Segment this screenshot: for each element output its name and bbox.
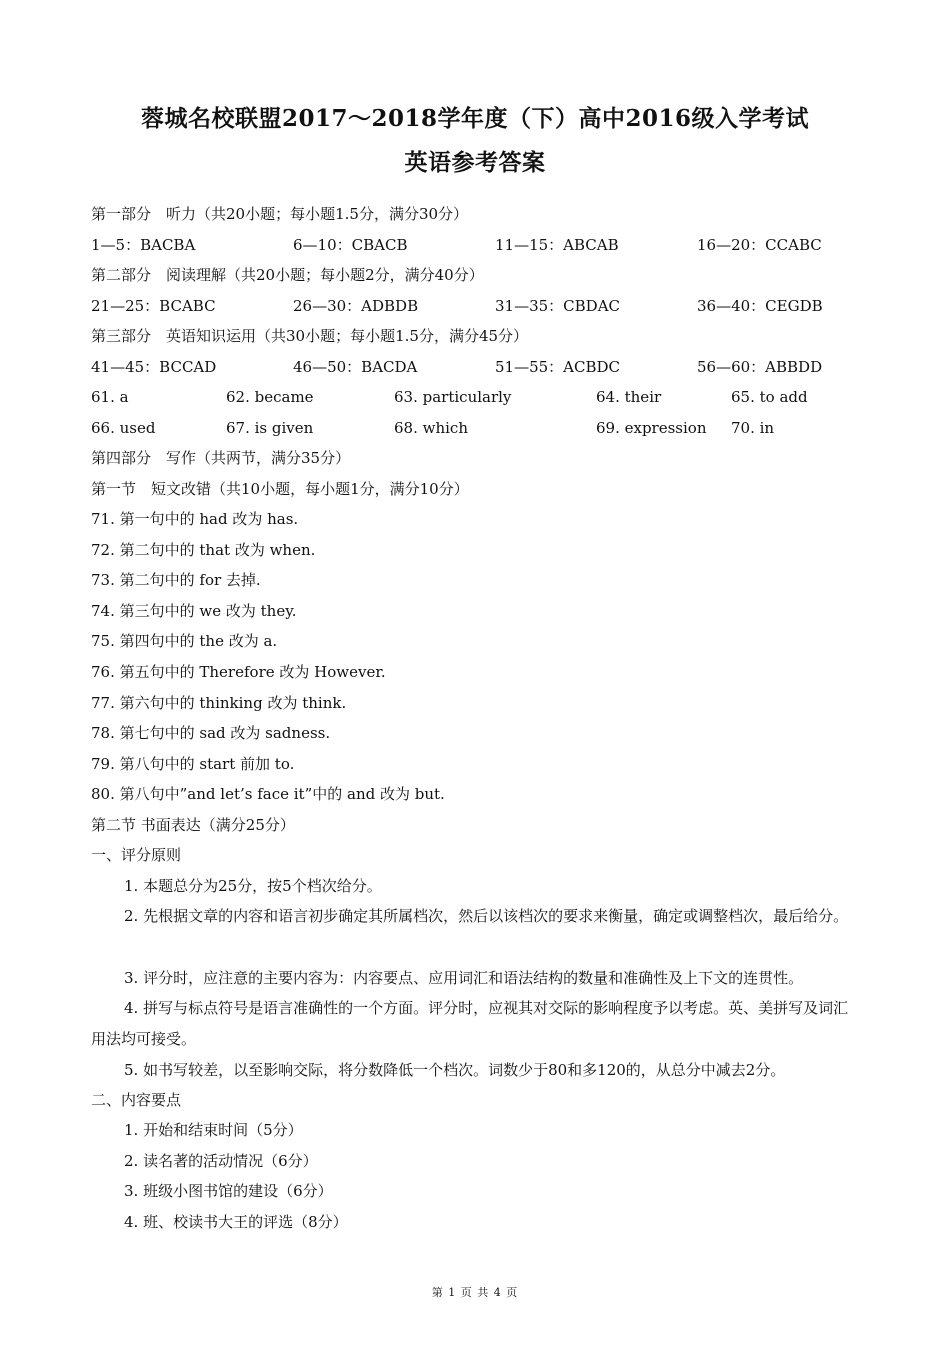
answer-group: 51—55：ACBDC: [495, 358, 621, 376]
fill-answer: 68. which: [394, 419, 468, 437]
part2-answer-row: [0, 296, 950, 316]
section1-heading: 第一节 短文改错（共10小题，每小题1分，满分10分）: [91, 480, 469, 498]
answer-group: 56—60：ABBDD: [697, 358, 823, 376]
fill-answer: 64. their: [596, 388, 662, 406]
key-point-item: 2. 读名著的活动情况（6分）: [124, 1152, 318, 1170]
correction-item: 80. 第八句中”and let’s face it”中的 and 改为 but.: [91, 785, 445, 803]
fill-answer: 61. a: [91, 388, 129, 406]
fill-answer: 67. is given: [226, 419, 314, 437]
fill-answer: 66. used: [91, 419, 156, 437]
correction-item: 71. 第一句中的 had 改为 has.: [91, 510, 299, 528]
answer-group: 41—45：BCCAD: [91, 358, 217, 376]
correction-item: 73. 第二句中的 for 去掉.: [91, 571, 261, 589]
correction-item: 79. 第八句中的 start 前加 to.: [91, 755, 295, 773]
answer-group: 26—30：ADBDB: [293, 297, 419, 315]
key-point-item: 1. 开始和结束时间（5分）: [124, 1121, 303, 1139]
answer-group: 1—5：BACBA: [91, 236, 196, 254]
key-point-item: 4. 班、校读书大王的评选（8分）: [124, 1213, 348, 1231]
correction-item: 76. 第五句中的 Therefore 改为 However.: [91, 663, 386, 681]
answer-group: 16—20：CCABC: [697, 236, 822, 254]
part1-answer-row: [0, 235, 950, 255]
fill-answer: 70. in: [731, 419, 775, 437]
answer-group: 21—25：BCABC: [91, 297, 216, 315]
principles-heading: 一、评分原则: [91, 846, 182, 864]
principle-item: 1. 本题总分为25分，按5个档次给分。: [124, 877, 382, 895]
part4-heading: 第四部分 写作（共两节，满分35分）: [91, 449, 351, 467]
part2-heading: 第二部分 阅读理解（共20小题；每小题2分，满分40分）: [91, 266, 484, 284]
answer-group: 36—40：CEGDB: [697, 297, 823, 315]
correction-item: 75. 第四句中的 the 改为 a.: [91, 632, 278, 650]
part3-answer-row: [0, 357, 950, 377]
correction-item: 77. 第六句中的 thinking 改为 think.: [91, 694, 347, 712]
principle-item: 3. 评分时，应注意的主要内容为：内容要点、应用词汇和语法结构的数量和准确性及上下文的连贯性。: [124, 969, 804, 987]
part1-heading: 第一部分 听力（共20小题；每小题1.5分，满分30分）: [91, 205, 469, 223]
document-title: 蓉城名校联盟2017～2018学年度（下）高中2016级入学考试: [140, 105, 810, 132]
principle-item: 4. 拼写与标点符号是语言准确性的一个方面。评分时，应视其对交际的影响程度予以考虑。英、美拼写及词汇用法均可接受。: [91, 999, 849, 1048]
correction-item: 74. 第三句中的 we 改为 they.: [91, 602, 297, 620]
document-subtitle: 英语参考答案: [404, 149, 546, 176]
fill-answer: 62. became: [226, 388, 314, 406]
fill-answer: 65. to add: [731, 388, 808, 406]
page-number: 第 1 页 共 4 页: [431, 1286, 519, 1299]
grammar-fill-row: [0, 418, 950, 438]
section2-heading: 第二节 书面表达（满分25分）: [91, 816, 295, 834]
key-points-heading: 二、内容要点: [91, 1091, 182, 1109]
answer-group: 6—10：CBACB: [293, 236, 408, 254]
fill-answer: 69. expression: [596, 419, 707, 437]
correction-item: 78. 第七句中的 sad 改为 sadness.: [91, 724, 331, 742]
part3-heading: 第三部分 英语知识运用（共30小题；每小题1.5分，满分45分）: [91, 327, 529, 345]
answer-group: 46—50：BACDA: [293, 358, 418, 376]
fill-answer: 63. particularly: [394, 388, 512, 406]
answer-group: 11—15：ABCAB: [495, 236, 619, 254]
key-point-item: 3. 班级小图书馆的建设（6分）: [124, 1182, 333, 1200]
principle-item: 2. 先根据文章的内容和语言初步确定其所属档次，然后以该档次的要求来衡量，确定或调整档次，最后给分。: [124, 907, 849, 925]
grammar-fill-row: [0, 387, 950, 407]
principle-item: 5. 如书写较差，以至影响交际，将分数降低一个档次。词数少于80和多120的，从总分中减去2分。: [124, 1061, 786, 1079]
correction-item: 72. 第二句中的 that 改为 when.: [91, 541, 316, 559]
answer-group: 31—35：CBDAC: [495, 297, 621, 315]
